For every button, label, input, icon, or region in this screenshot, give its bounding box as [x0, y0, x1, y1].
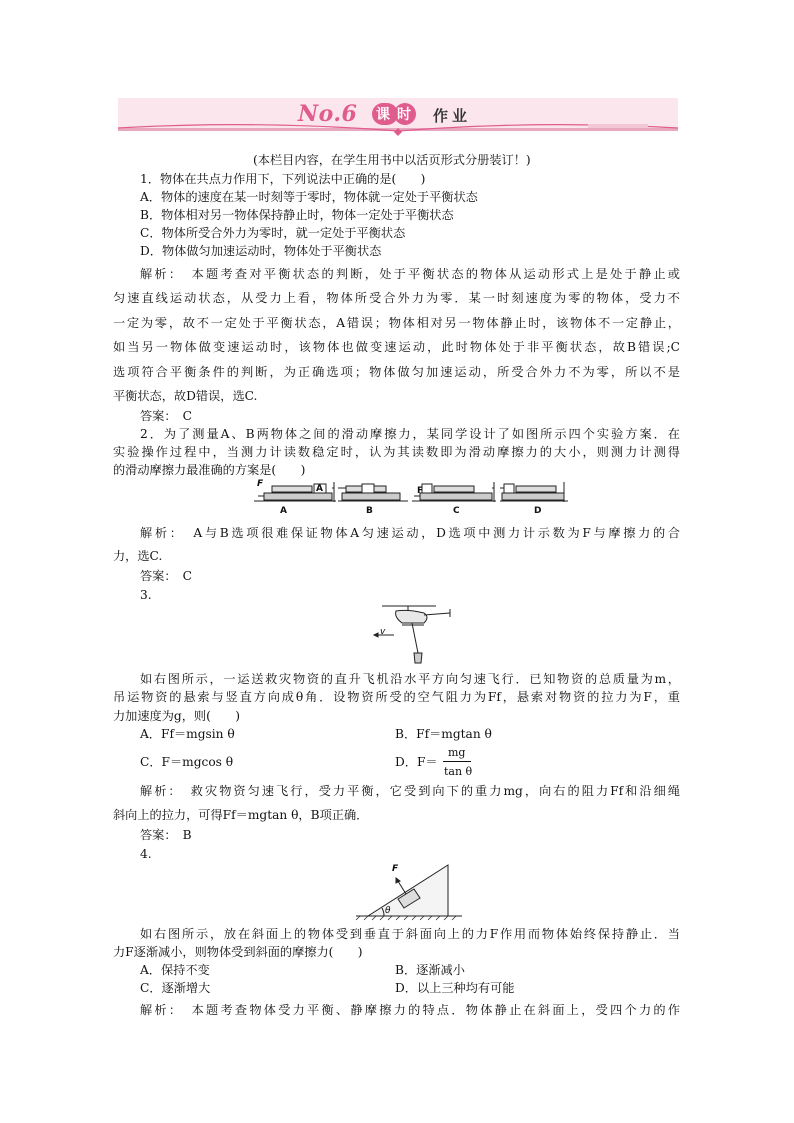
- q4-fig-F: F: [392, 864, 399, 874]
- q3-option-a: A．Ff＝mgsin θ: [140, 727, 235, 741]
- q4-option-c: C．逐渐增大: [140, 981, 211, 995]
- q2-stem-2: 实验操作过程中，当测力计读数稳定时，认为其读数即为滑动摩擦力的大小，则测力计测得: [113, 445, 680, 459]
- q1-analysis-5: 选项符合平衡条件的判断，为正确选项；物体做匀加速运动，所受合外力不为零，所以不是: [113, 365, 680, 379]
- q3-option-d-prefix: D．F＝: [395, 755, 438, 769]
- q1-analysis-6: 平衡状态，故D错误，选C.: [113, 389, 258, 403]
- q3-analysis-2: 斜向上的拉力，可得Ff＝mgtan θ，B项正确．: [113, 808, 369, 822]
- q1-option-c: C．物体所受合外力为零时，就一定处于平衡状态: [140, 226, 406, 240]
- q1-analysis-2: 匀速直线运动状态，从受力上看，物体所受合外力为零．某一时刻速度为零的物体，受力不: [113, 291, 680, 305]
- q1-option-b: B．物体相对另一物体保持静止时，物体一定处于平衡状态: [140, 208, 454, 222]
- q1-option-d: D．物体做匀加速运动时，物体处于平衡状态: [140, 244, 382, 258]
- q1-stem: 1．物体在共点力作用下，下列说法中正确的是( ): [140, 172, 426, 186]
- q2-fig-label-b: B: [366, 506, 373, 516]
- q4-option-b: B．逐渐减小: [395, 963, 465, 977]
- q2-fig-F-a: F: [257, 479, 264, 489]
- q3-answer: 答案： B: [140, 828, 192, 842]
- q1-analysis-3: 一定为零，故不一定处于平衡状态，A错误；物体相对另一物体静止时，该物体不一定静止，: [113, 316, 680, 330]
- q3-stem-2: 吊运物资的悬索与竖直方向成θ角．设物资所受的空气阻力为Ff，悬索对物资的拉力为F，重: [113, 690, 680, 704]
- q1-analysis-1: 解析： 本题考查对平衡状态的判断，处于平衡状态的物体从运动形式上是处于静止或: [140, 267, 680, 281]
- q3-fig-v: v: [380, 627, 386, 637]
- q2-stem-3: 的滑动摩擦力最准确的方案是( ): [113, 463, 306, 477]
- q4-incline-figure: [354, 857, 464, 921]
- q3-option-d-numerator: mg: [448, 746, 466, 759]
- q2-analysis-1: 解析： A与B选项很难保证物体A匀速运动，D选项中测力计示数为F与摩擦力的合: [140, 526, 680, 540]
- q4-option-a: A．保持不变: [140, 963, 210, 977]
- q2-fig-label-c: C: [453, 506, 460, 516]
- q1-option-a: A．物体的速度在某一时刻等于零时，物体就一定处于平衡状态: [140, 190, 478, 204]
- q3-analysis-1: 解析： 救灾物资匀速飞行，受力平衡，它受到向下的重力mg，向右的阻力Ff和沿细绳: [140, 784, 680, 798]
- header-word: 作业: [433, 107, 472, 125]
- q2-fig-label-a: A: [280, 506, 287, 516]
- q2-analysis-2: 力，选C.: [113, 549, 163, 563]
- q2-answer: 答案： C: [140, 569, 192, 583]
- subtitle: (本栏目内容，在学生用书中以活页形式分册装订！): [253, 153, 531, 167]
- header-badge-char-1: 课: [376, 107, 390, 123]
- q4-stem-1: 如右图所示，放在斜面上的物体受到垂直于斜面向上的力F作用而物体始终保持静止．当: [140, 927, 680, 941]
- header-number: No.6: [298, 101, 358, 127]
- q2-fig-label-d: D: [534, 506, 542, 516]
- q3-option-b: B．Ff＝mgtan θ: [395, 727, 492, 741]
- q2-figure: [254, 479, 570, 517]
- q4-option-d: D．以上三种均有可能: [395, 981, 515, 995]
- q4-analysis-1: 解析： 本题考查物体受力平衡、静摩擦力的特点．物体静止在斜面上，受四个力的作: [140, 1003, 680, 1017]
- q1-answer: 答案： C: [140, 409, 192, 423]
- q1-analysis-4: 如当另一物体做变速运动时，该物体也做变速运动，此时物体处于非平衡状态，故B错误;C: [113, 340, 680, 354]
- q3-number: 3.: [140, 588, 152, 602]
- q4-number: 4.: [140, 847, 152, 861]
- q3-fraction-bar: [443, 761, 471, 762]
- header-badge-char-2: 时: [397, 107, 411, 123]
- q3-option-c: C．F＝mgcos θ: [140, 755, 234, 769]
- q2-fig-A-a: A: [316, 484, 323, 494]
- q2-stem-1: 2．为了测量A、B两物体之间的滑动摩擦力，某同学设计了如图所示四个实验方案．在: [140, 427, 680, 441]
- q3-option-d-denominator: tan θ: [444, 765, 473, 778]
- q2-fig-F-c: F: [417, 486, 424, 496]
- q4-stem-2: 力F逐渐减小，则物体受到斜面的摩擦力( ): [113, 945, 363, 959]
- q3-stem-3: 力加速度为g，则( ): [113, 709, 240, 723]
- q4-fig-theta: θ: [385, 906, 391, 916]
- q3-stem-1: 如右图所示，一运送救灾物资的直升飞机沿水平方向匀速飞行．已知物资的总质量为m，: [140, 672, 680, 686]
